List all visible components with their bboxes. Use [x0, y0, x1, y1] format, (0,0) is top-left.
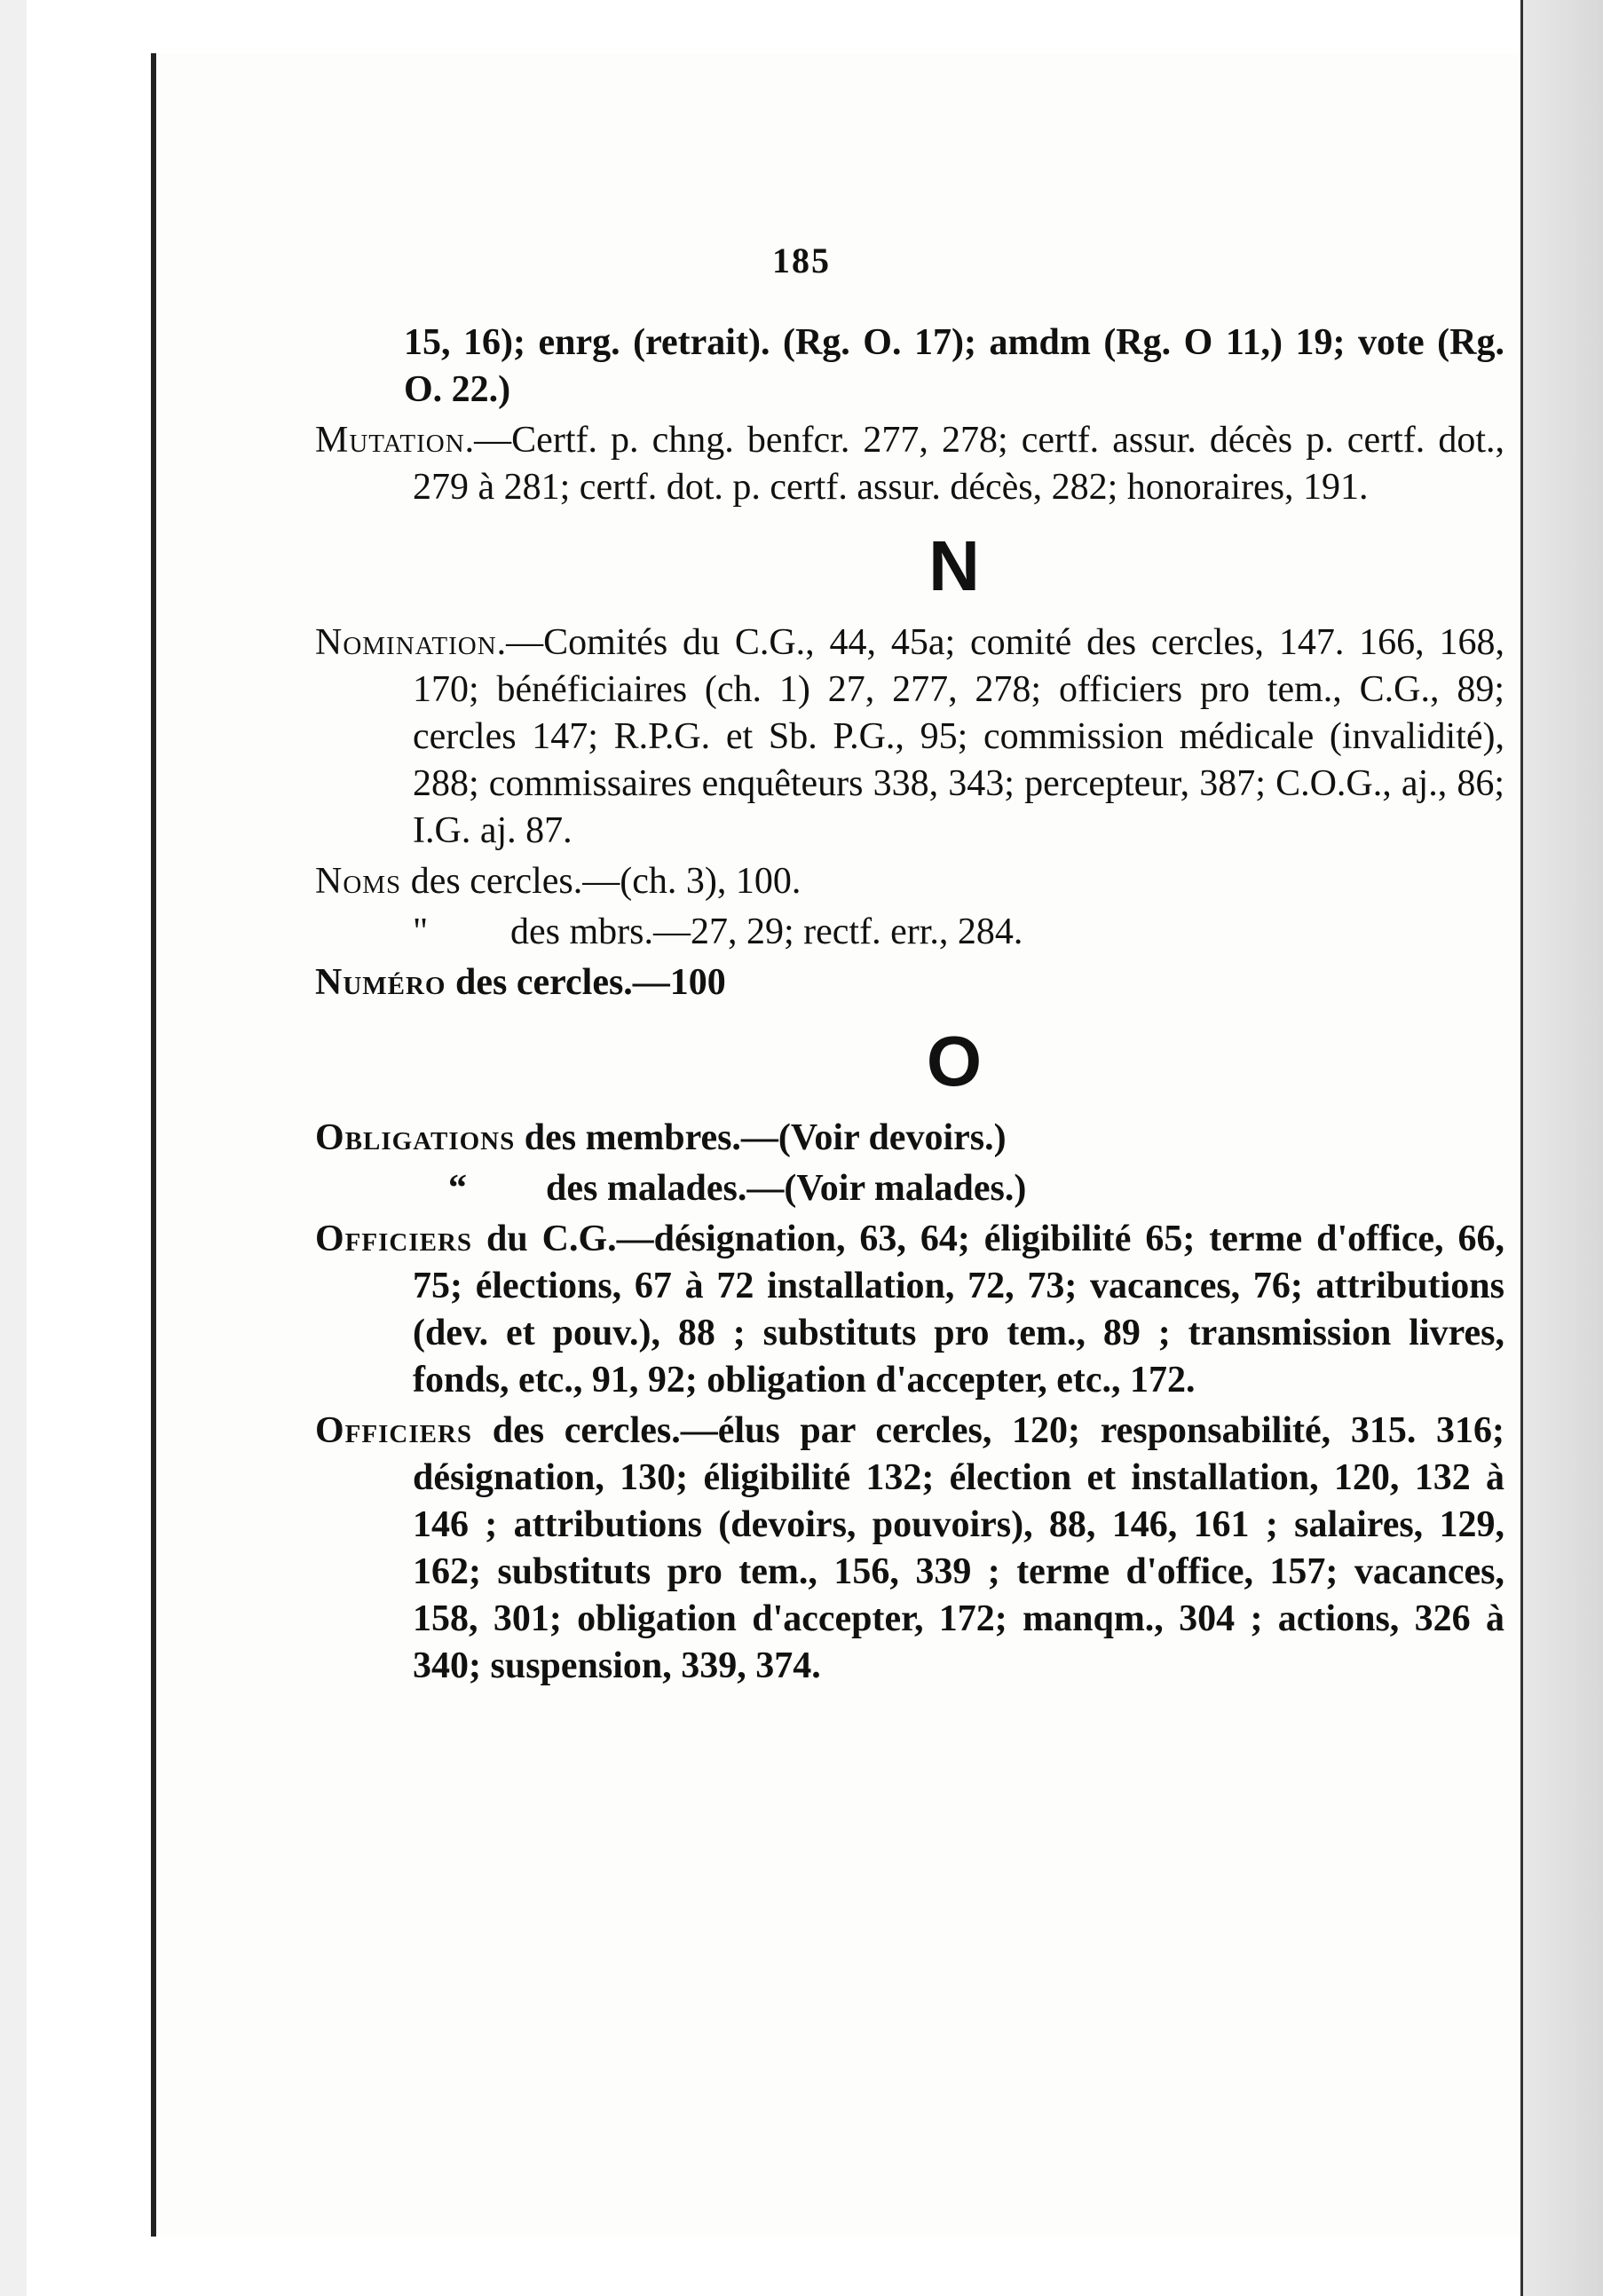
entry-head: Numéro	[315, 962, 446, 1003]
entry-text: .—Comités du C.G., 44, 45a; comité des cercles, 147. 166, 168, 170; bénéficiaires (ch. 1) 27, 277, 278; officiers pro tem., C.G., 89; cercles 147; R.P.G. et Sb. P.G., 95; commission médicale (invalidité), 288; commissaires enquêteurs 338, 343; percepteur, 387; C.O.G., aj., 86; I.G. aj. 87.	[413, 622, 1504, 851]
entry-head: Mutation	[315, 420, 465, 461]
ditto-mark: "	[413, 911, 429, 952]
index-entry-officiers-cercles	[315, 1408, 1504, 1690]
page-left-edge	[151, 53, 156, 2237]
entry-head: Officiers	[315, 1410, 473, 1451]
index-entry-obligations-ditto	[315, 1165, 1504, 1212]
entry-text: du C.G.—désignation, 63, 64; éligibilité 65; terme d'office, 66, 75; élections, 67 à 72 installation, 72, 73; vacances, 76; attributions (dev. et pouv.), 88 ; substituts pro tem., 89 ; transmission livres, fonds, etc., 91, 92; obligation d'accepter, etc., 172.	[413, 1219, 1504, 1400]
left-margin	[0, 0, 27, 2296]
index-entry-numero	[315, 959, 1504, 1006]
section-letter-n: N	[928, 526, 980, 605]
section-letter-o: O	[926, 1022, 983, 1101]
entry-text: des cercles.—élus par cercles, 120; responsabilité, 315. 316; désignation, 130; éligibilité 132; élection et installation, 120, 132 à 146 ; attributions (devoirs, pouvoirs), 88, 146, 161 ; salaires, 129, 162; substituts pro tem., 156, 339 ; terme d'office, 157; vacances, 158, 301; obligation d'accepter, 172; manqm., 304 ; actions, 326 à 340; suspension, 339, 374.	[413, 1410, 1504, 1686]
entry-text: des cercles.—(ch. 3), 100.	[401, 861, 802, 902]
ditto-mark: “	[448, 1168, 467, 1209]
index-entry-obligations	[315, 1115, 1504, 1162]
entry-head: Noms	[315, 861, 402, 902]
index-entry-officiers-cg	[315, 1216, 1504, 1404]
continuation-text: 15, 16); enrg. (retrait). (Rg. O. 17); amdm (Rg. O 11,) 19; vote (Rg. O. 22.)	[404, 322, 1504, 410]
entry-text: .—Certf. p. chng. benfcr. 277, 278; certf. assur. décès p. certf. dot., 279 à 281; certf. dot. p. certf. assur. décès, 282; honoraires, 191.	[413, 420, 1504, 508]
entry-text: des membres.—(Voir devoirs.)	[515, 1117, 1007, 1158]
entry-text: des cercles.—100	[446, 962, 726, 1003]
entry-head: Nomination	[315, 622, 497, 663]
index-content	[315, 320, 1504, 1693]
entry-head: Obligations	[315, 1117, 516, 1158]
page-number: 185	[772, 241, 831, 280]
section-o	[315, 1115, 1504, 1690]
index-entry-noms	[315, 858, 1504, 905]
entry-text: des malades.—(Voir malades.)	[546, 1168, 1027, 1209]
index-entry-mutation	[315, 417, 1504, 511]
index-entry-nomination	[315, 619, 1504, 855]
entry-text: des mbrs.—27, 29; rectf. err., 284.	[510, 911, 1023, 952]
index-entry-noms-ditto	[315, 909, 1504, 956]
right-margin	[1520, 0, 1603, 2296]
entry-head: Officiers	[315, 1219, 473, 1259]
